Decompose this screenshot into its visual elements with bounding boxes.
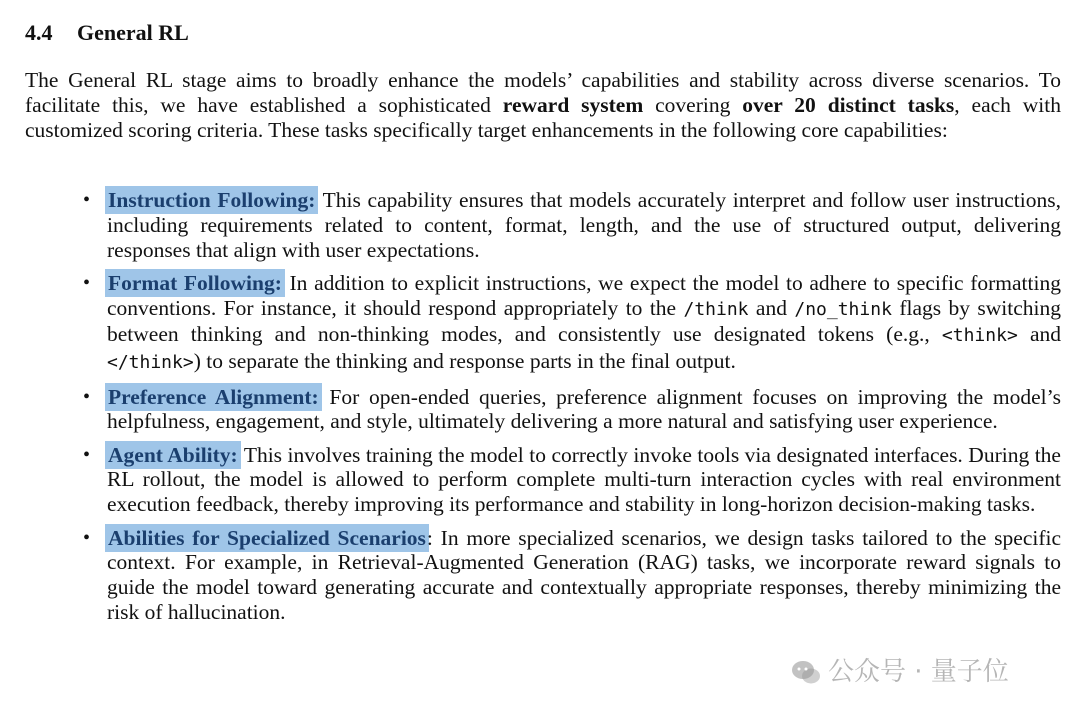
list-item-instruction-following	[83, 188, 1061, 262]
highlighted-term: Agent Ability:	[108, 442, 238, 467]
code-think-close-token: </think>	[107, 352, 194, 374]
capability-list	[0, 188, 1080, 633]
code-no-think-flag: /no_think	[794, 298, 892, 320]
section-title: General RL	[77, 20, 189, 45]
list-item-text: and	[1017, 322, 1061, 347]
bullet-dot: •	[83, 443, 91, 466]
list-item-text: ) to separate the thinking and response parts in the final output.	[193, 349, 736, 374]
list-item-text: and	[748, 295, 795, 320]
bullet-dot: •	[83, 526, 91, 549]
code-think-flag: /think	[683, 298, 749, 320]
watermark	[790, 652, 1050, 692]
list-item-specialized-scenarios	[83, 525, 1062, 625]
list-item-text: flags by switching between thinking and non-thinking modes, and consistently use designated tokens (e.g.,	[107, 295, 1062, 347]
bullet-dot: •	[83, 271, 91, 294]
watermark-text: 公众号 · 量子位	[828, 657, 1009, 687]
list-item-text: In addition to explicit instructions, we expect the model to adhere to specific formatting conventions. For instance, it should respond appropriately to the	[107, 270, 1061, 320]
list-item-text: This capability ensures that models accurately interpret and follow user instructions, including requirements related to content, format, length, and the use of structured output, delivering responses that align with user expectations.	[107, 188, 1061, 262]
section-number: 4.4	[25, 20, 53, 45]
bullet-dot: •	[83, 385, 91, 408]
intro-bold-reward-system: reward system	[502, 92, 644, 117]
highlighted-term: Abilities for Specialized Scenarios	[108, 525, 426, 550]
code-think-open-token: <think>	[941, 325, 1018, 347]
list-item-preference-alignment	[83, 384, 1061, 435]
highlighted-term: Preference Alignment:	[108, 384, 319, 409]
list-item-agent-ability	[83, 442, 1061, 517]
section-heading	[25, 18, 189, 48]
intro-bold-task-count: over 20 distinct tasks	[742, 92, 955, 117]
list-item-format-following	[83, 270, 1062, 376]
highlighted-term: Format Following:	[108, 270, 282, 295]
intro-text-3: , each with customized scoring criteria. These tasks specifically target enhancements in the following core capabilities:	[25, 92, 1062, 142]
list-item-text: : In more specialized scenarios, we design tasks tailored to the specific context. For example, in Retrieval-Augmented Generation (RAG) tasks, we incorporate reward signals to guide the model toward generating accurate and contextually appropriate responses, thereby minimizing the risk of hallucination.	[107, 525, 1062, 624]
intro-paragraph	[25, 68, 1061, 142]
wechat-icon	[790, 657, 822, 689]
intro-text-2: covering	[643, 92, 743, 117]
highlighted-term: Instruction Following:	[108, 188, 316, 212]
intro-text-1: The General RL stage aims to broadly enhance the models’ capabilities and stability across diverse scenarios. To facilitate this, we have established a sophisticated	[25, 68, 1061, 117]
list-item-text: For open-ended queries, preference alignment focuses on improving the model’s helpfulness, engagement, and style, ultimately delivering a more natural and satisfying user experience.	[107, 384, 1061, 434]
list-item-text: This involves training the model to correctly invoke tools via designated interfaces. During the RL rollout, the model is allowed to perform complete multi-turn interaction cycles with real environment execution feedback, thereby improving its performance and stability in long-horizon decision-making tasks.	[107, 442, 1061, 517]
bullet-dot: •	[83, 189, 91, 211]
